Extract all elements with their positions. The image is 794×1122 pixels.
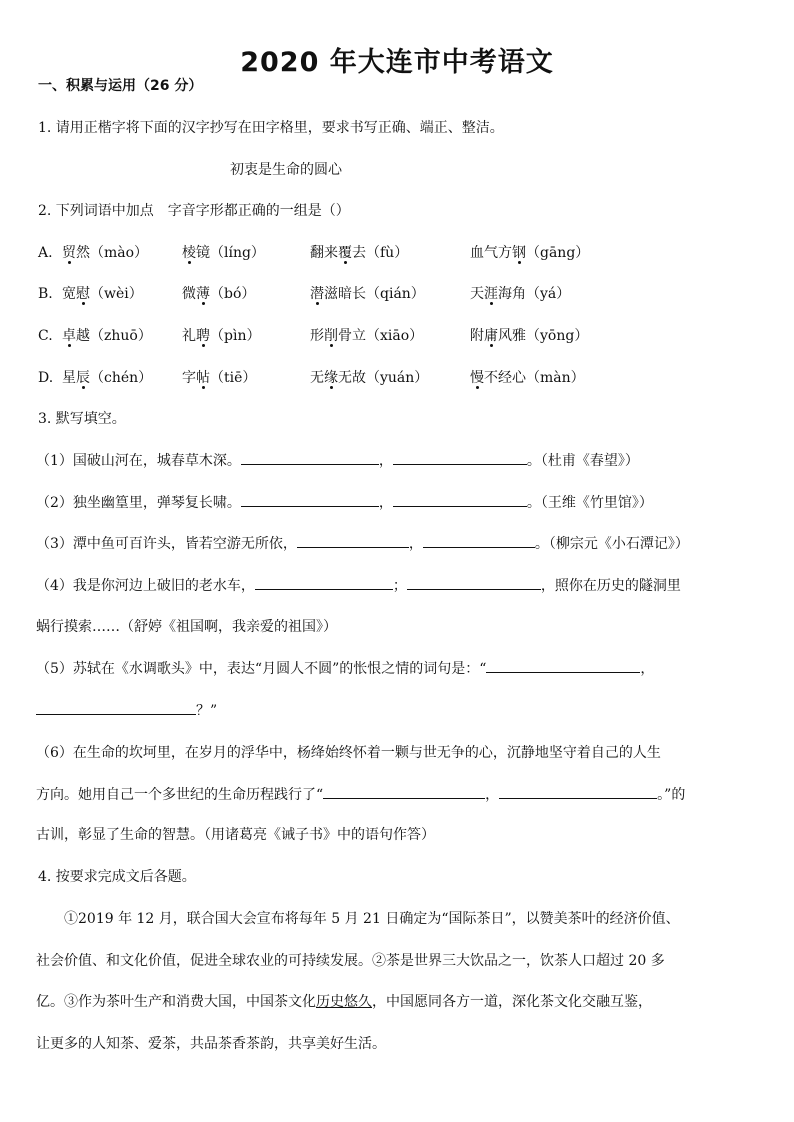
q4-stem: 4. 按要求完成文后各题。 (38, 869, 196, 885)
q3-item-5-cont: ？” (36, 698, 756, 724)
answer-blank[interactable] (423, 532, 535, 548)
option-item: 血气方钢（gāng） (470, 245, 590, 261)
option-letter: A. (38, 245, 53, 261)
q4-passage-line-2: 社会价值、和文化价值，促进全球农业的可持续发展。②茶是世界三大饮品之一，饮茶人口超过 20 多 (36, 953, 665, 969)
underlined-phrase: 历史悠久 (316, 994, 372, 1010)
q2-option-d (38, 365, 758, 391)
option-letter: C. (38, 328, 53, 344)
q2-stem: 2. 下列词语中加点 字音字形都正确的一组是（） (38, 203, 350, 219)
q3-stem: 3. 默写填空。 (38, 411, 126, 427)
q3-item-6-line3: 古训，彰显了生命的智慧。（用诸葛亮《诫子书》中的语句作答） (36, 827, 435, 843)
option-item: 星辰（chén） (62, 370, 153, 386)
option-item: 贸然（mào） (62, 245, 149, 261)
q2-option-b (38, 281, 758, 307)
option-item: 卓越（zhuō） (62, 328, 152, 344)
q3-item-5: （5）苏轼在《水调歌头》中，表达“月圆人不圆”的怅恨之情的词句是：“ ， (36, 656, 756, 682)
option-item: 附庸风雅（yōng） (470, 328, 589, 344)
answer-blank[interactable] (255, 574, 393, 590)
page-title: 2020 年大连市中考语文 (240, 47, 554, 78)
q4-passage-line-1: ①2019 年 12 月，联合国大会宣布将每年 5 月 21 日确定为“国际茶日”，以赞美茶叶的经济价值、 (64, 911, 680, 927)
answer-blank[interactable] (297, 532, 409, 548)
answer-blank[interactable] (241, 491, 379, 507)
q1-stem: 1. 请用正楷字将下面的汉字抄写在田字格里，要求书写正确、端正、整洁。 (38, 120, 504, 136)
option-letter: D. (38, 370, 54, 386)
option-item: 棱镜（líng） (182, 245, 265, 261)
option-item: 形削骨立（xiāo） (310, 328, 424, 344)
answer-blank[interactable] (393, 449, 527, 465)
answer-blank[interactable] (36, 699, 196, 715)
option-letter: B. (38, 286, 53, 302)
answer-blank[interactable] (407, 574, 541, 590)
option-item: 天涯海角（yá） (470, 286, 571, 302)
option-item: 礼聘（pìn） (182, 328, 261, 344)
section-heading: 一、积累与运用（26 分） (38, 78, 203, 94)
option-item: 字帖（tiē） (182, 370, 257, 386)
q2-option-c (38, 323, 758, 349)
option-item: 潜滋暗长（qián） (310, 286, 425, 302)
answer-blank[interactable] (393, 491, 527, 507)
q3-item-2: （2）独坐幽篁里，弹琴复长啸。 ， 。（王维《竹里馆》） (36, 490, 756, 516)
option-item: 翻来覆去（fù） (310, 245, 409, 261)
q4-passage-line-3: 亿。③作为茶叶生产和消费大国，中国茶文化历史悠久，中国愿同各方一道，深化茶文化交融互鉴， (36, 994, 652, 1010)
answer-blank[interactable] (486, 657, 640, 673)
q3-item-3: （3）潭中鱼可百许头，皆若空游无所依， ， 。（柳宗元《小石潭记》） (36, 531, 756, 557)
q3-item-6: （6）在生命的坎坷里，在岁月的浮华中，杨绛始终怀着一颗与世无争的心，沉静地坚守着自己的人生 (36, 745, 661, 761)
q3-item-4-cont: 蜗行摸索……（舒婷《祖国啊，我亲爱的祖国》） (36, 619, 337, 635)
q4-passage-line-4: 让更多的人知茶、爱茶，共品茶香茶韵，共享美好生活。 (36, 1036, 386, 1052)
q1-copy-text: 初衷是生命的圆心 (230, 162, 342, 178)
q3-item-4: （4）我是你河边上破旧的老水车， ； ，照你在历史的隧洞里 (36, 573, 756, 599)
answer-blank[interactable] (499, 783, 657, 799)
q2-option-a (38, 240, 758, 266)
option-item: 无缘无故（yuán） (310, 370, 429, 386)
answer-blank[interactable] (323, 783, 485, 799)
answer-blank[interactable] (241, 449, 379, 465)
option-item: 宽慰（wèi） (62, 286, 143, 302)
option-item: 微薄（bó） (182, 286, 256, 302)
option-item: 慢不经心（màn） (470, 370, 585, 386)
q3-item-6-line2: 方向。她用自己一个多世纪的生命历程践行了“ ， 。”的 (36, 782, 756, 808)
q3-item-1: （1）国破山河在，城春草木深。 ， 。（杜甫《春望》） (36, 448, 756, 474)
